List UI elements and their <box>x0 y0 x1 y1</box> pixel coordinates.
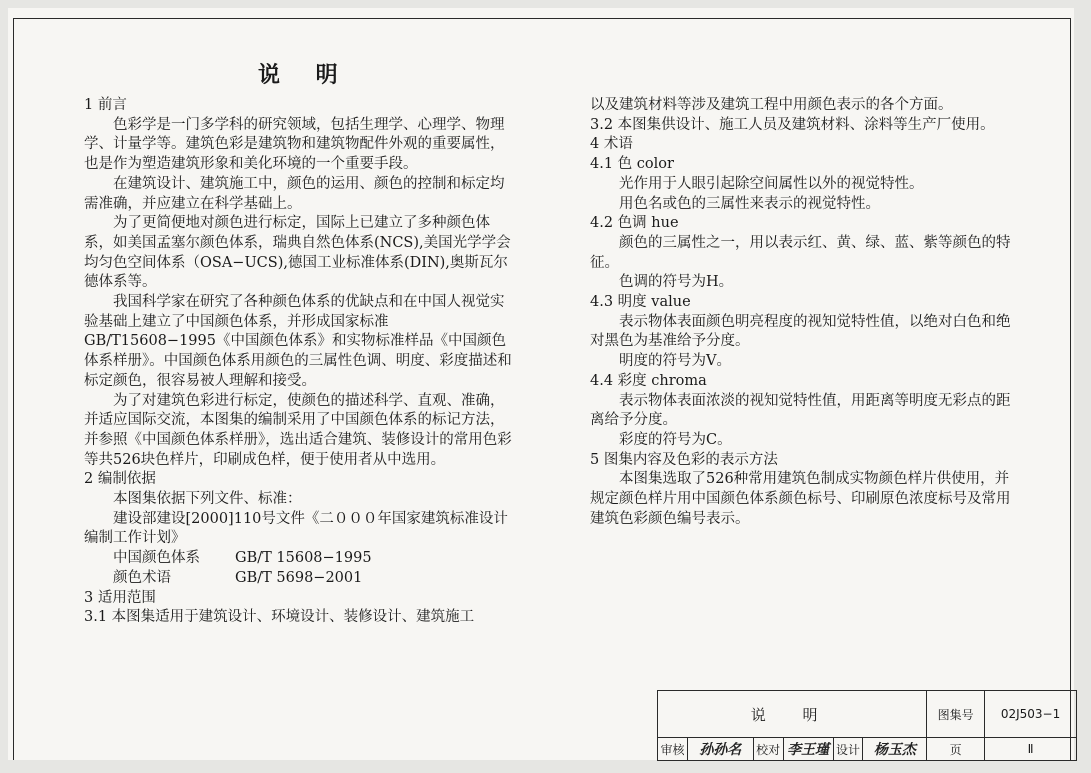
check-label: 校对 <box>753 738 783 761</box>
right-paragraphs <box>590 96 1022 529</box>
title-block <box>657 690 1077 761</box>
standard-code: GB/T 5698−2001 <box>235 569 363 586</box>
check-signature: 李王瑾 <box>783 738 833 761</box>
standard-item <box>84 569 516 589</box>
paragraph: 用色名或色的三属性来表示的视觉特性。 <box>619 195 880 212</box>
paragraph: 3.1 本图集适用于建筑设计、环境设计、装修设计、建筑施工 <box>84 609 475 626</box>
page-title: 说 明 <box>258 62 352 88</box>
paragraph: 色调的符号为H。 <box>619 274 734 291</box>
paragraph: 颜色的三属性之一，用以表示红、黄、绿、蓝、紫等颜色的特征。 <box>590 234 1011 271</box>
design-label: 设计 <box>833 738 863 761</box>
paragraph: 我国科学家在研究了各种颜色体系的优缺点和在中国人视觉实验基础上建立了中国颜色体系，并形成国家标准GB/T15608−1995《中国颜色体系》和实物标准样品《中国颜色体系样册》。中国颜色体系用颜色的三属性色调、明度、彩度描述和标定颜色，很容易被人理解和接受。 <box>84 294 512 389</box>
paragraph: 1 前言 <box>84 97 127 113</box>
design-signature: 杨玉杰 <box>863 738 927 761</box>
paragraph: 表示物体表面浓淡的视知觉特性值，用距离等明度无彩点的距离给予分度。 <box>590 392 1011 429</box>
paragraph: 光作用于人眼引起除空间属性以外的视觉特性。 <box>619 175 924 192</box>
left-paragraphs <box>84 96 516 549</box>
standards-list <box>84 549 516 588</box>
standard-name: 中国颜色体系 <box>113 550 200 567</box>
paragraph: 明度的符号为V。 <box>619 353 731 370</box>
paragraph: 彩度的符号为C。 <box>619 431 732 448</box>
paragraph: 本图集选取了526种常用建筑色制成实物颜色样片供使用，并规定颜色样片用中国颜色体系颜色标号、印刷原色浓度标号及常用建筑色彩颜色编号表示。 <box>590 471 1011 527</box>
paragraph: 4.1 色 color <box>590 156 674 173</box>
paragraph: 为了更简便地对颜色进行标定，国际上已建立了多种颜色体系，如美国孟塞尔颜色体系，瑞典自然色体系(NCS),美国光学学会均匀色空间体系（OSA−UCS),德国工业标准体系(DIN),奥斯瓦尔德体系等。 <box>84 215 511 291</box>
paragraph: 表示物体表面颜色明亮程度的视知觉特性值，以绝对白色和绝对黑色为基准给予分度。 <box>590 313 1011 350</box>
paragraph: 在建筑设计、建筑施工中，颜色的运用、颜色的控制和标定均需准确，并应建立在科学基础上。 <box>84 175 505 212</box>
paragraph: 4.2 色调 hue <box>590 215 679 232</box>
paragraph: 色彩学是一门多学科的研究领域，包括生理学、心理学、物理学、计量学等。建筑色彩是建筑物和建筑物配件外观的重要属性，也是作为塑造建筑形象和美化环境的一个重要手段。 <box>84 116 505 173</box>
paragraph: 3 适用范围 <box>84 589 156 606</box>
paragraph: 3.2 本图集供设计、施工人员及建筑材料、涂料等生产厂使用。 <box>590 116 995 133</box>
paragraph: 5 图集内容及色彩的表示方法 <box>590 451 778 468</box>
left-tail-paragraphs <box>84 589 516 628</box>
left-column <box>84 96 516 628</box>
atlas-number-label: 图集号 <box>927 691 985 738</box>
standard-code: GB/T 15608−1995 <box>235 550 372 567</box>
review-signature: 孙孙名 <box>687 738 753 761</box>
review-label: 审核 <box>658 738 688 761</box>
paragraph: 为了对建筑色彩进行标定，使颜色的描述科学、直观、准确，并适应国际交流，本图集的编制采用了中国颜色体系的标记方法，并参照《中国颜色体系样册》，选出适合建筑、装修设计的常用色彩等共526块色样片，印刷成色样，便于使用者从中选用。 <box>84 392 512 468</box>
paragraph: 4 术语 <box>590 136 633 153</box>
paragraph: 4.3 明度 value <box>590 294 691 311</box>
paragraph: 建设部建设[2000]110号文件《二０００年国家建筑标准设计编制工作计划》 <box>84 510 508 547</box>
page-number: Ⅱ <box>985 738 1077 761</box>
titleblock-title: 说 明 <box>658 691 927 738</box>
right-column <box>590 96 1022 529</box>
standard-name: 颜色术语 <box>113 569 171 586</box>
paragraph: 4.4 彩度 chroma <box>590 372 707 389</box>
paragraph: 以及建筑材料等涉及建筑工程中用颜色表示的各个方面。 <box>590 97 953 113</box>
atlas-number: 02J503−1 <box>985 691 1077 738</box>
paragraph: 2 编制依据 <box>84 471 156 488</box>
standard-item <box>84 549 516 569</box>
paragraph: 本图集依据下列文件、标准： <box>113 491 302 508</box>
page-label: 页 <box>927 738 985 761</box>
